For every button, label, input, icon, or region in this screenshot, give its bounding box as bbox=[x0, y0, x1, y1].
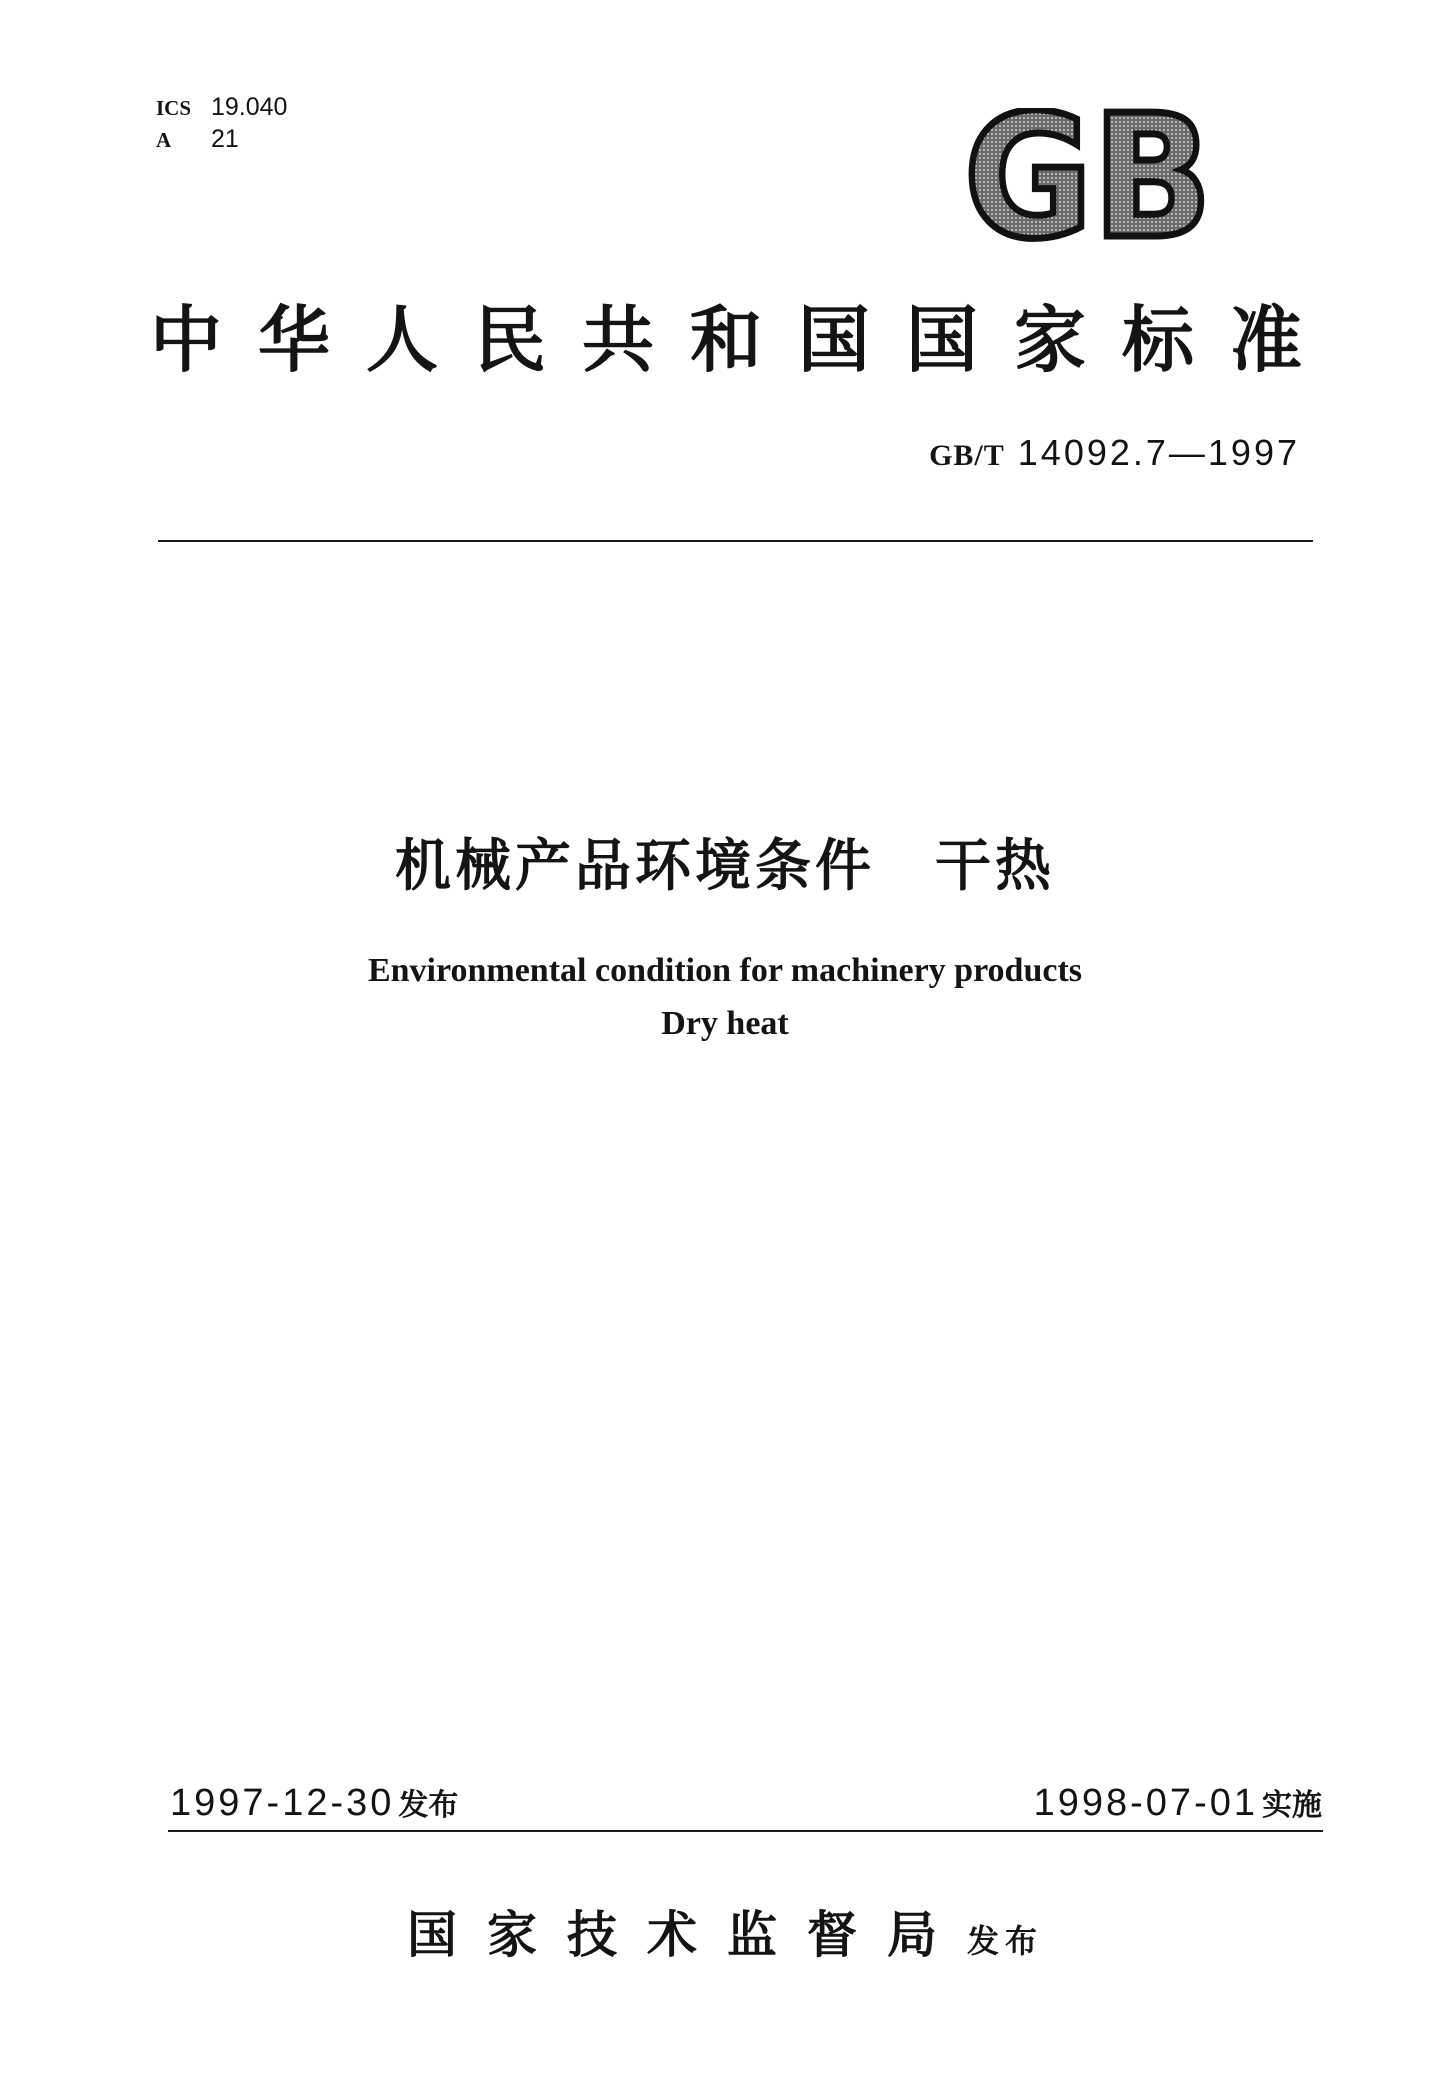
publisher-action: 发布 bbox=[966, 1922, 1043, 1960]
logo-text: GB bbox=[964, 108, 1212, 248]
ics-code: 19.040 bbox=[211, 93, 288, 121]
ics-line bbox=[156, 92, 287, 124]
publisher-line bbox=[0, 1895, 1450, 1967]
standard-prefix: GB/T bbox=[929, 439, 1005, 472]
implement-label: 实施 bbox=[1262, 1788, 1322, 1823]
issue-date: 1997-12-30 bbox=[170, 1782, 395, 1824]
implement-date: 1998-07-01 bbox=[1033, 1782, 1258, 1824]
class-line bbox=[156, 124, 287, 156]
publisher-name: 国家技术监督局 bbox=[406, 1905, 967, 1964]
class-code: 21 bbox=[211, 125, 239, 153]
issue-date-line bbox=[170, 1780, 458, 1825]
header-divider bbox=[158, 540, 1313, 542]
class-label: A bbox=[156, 128, 172, 152]
implement-date-line bbox=[1034, 1780, 1322, 1825]
english-title-line1: Environmental condition for machinery products bbox=[367, 952, 1083, 989]
standard-number: 14092.7—1997 bbox=[1017, 432, 1300, 473]
english-title-line2: Dry heat bbox=[661, 1005, 789, 1042]
gb-logo bbox=[958, 108, 1220, 248]
national-standard-title: 中华人民共和国国家标准 bbox=[150, 297, 1339, 382]
issue-label: 发布 bbox=[398, 1788, 459, 1823]
standard-number-line bbox=[929, 432, 1300, 474]
ics-label: ICS bbox=[156, 96, 192, 120]
footer-divider bbox=[168, 1830, 1323, 1832]
classification-codes bbox=[156, 92, 287, 156]
chinese-title: 机械产品环境条件 干热 bbox=[395, 834, 1055, 899]
